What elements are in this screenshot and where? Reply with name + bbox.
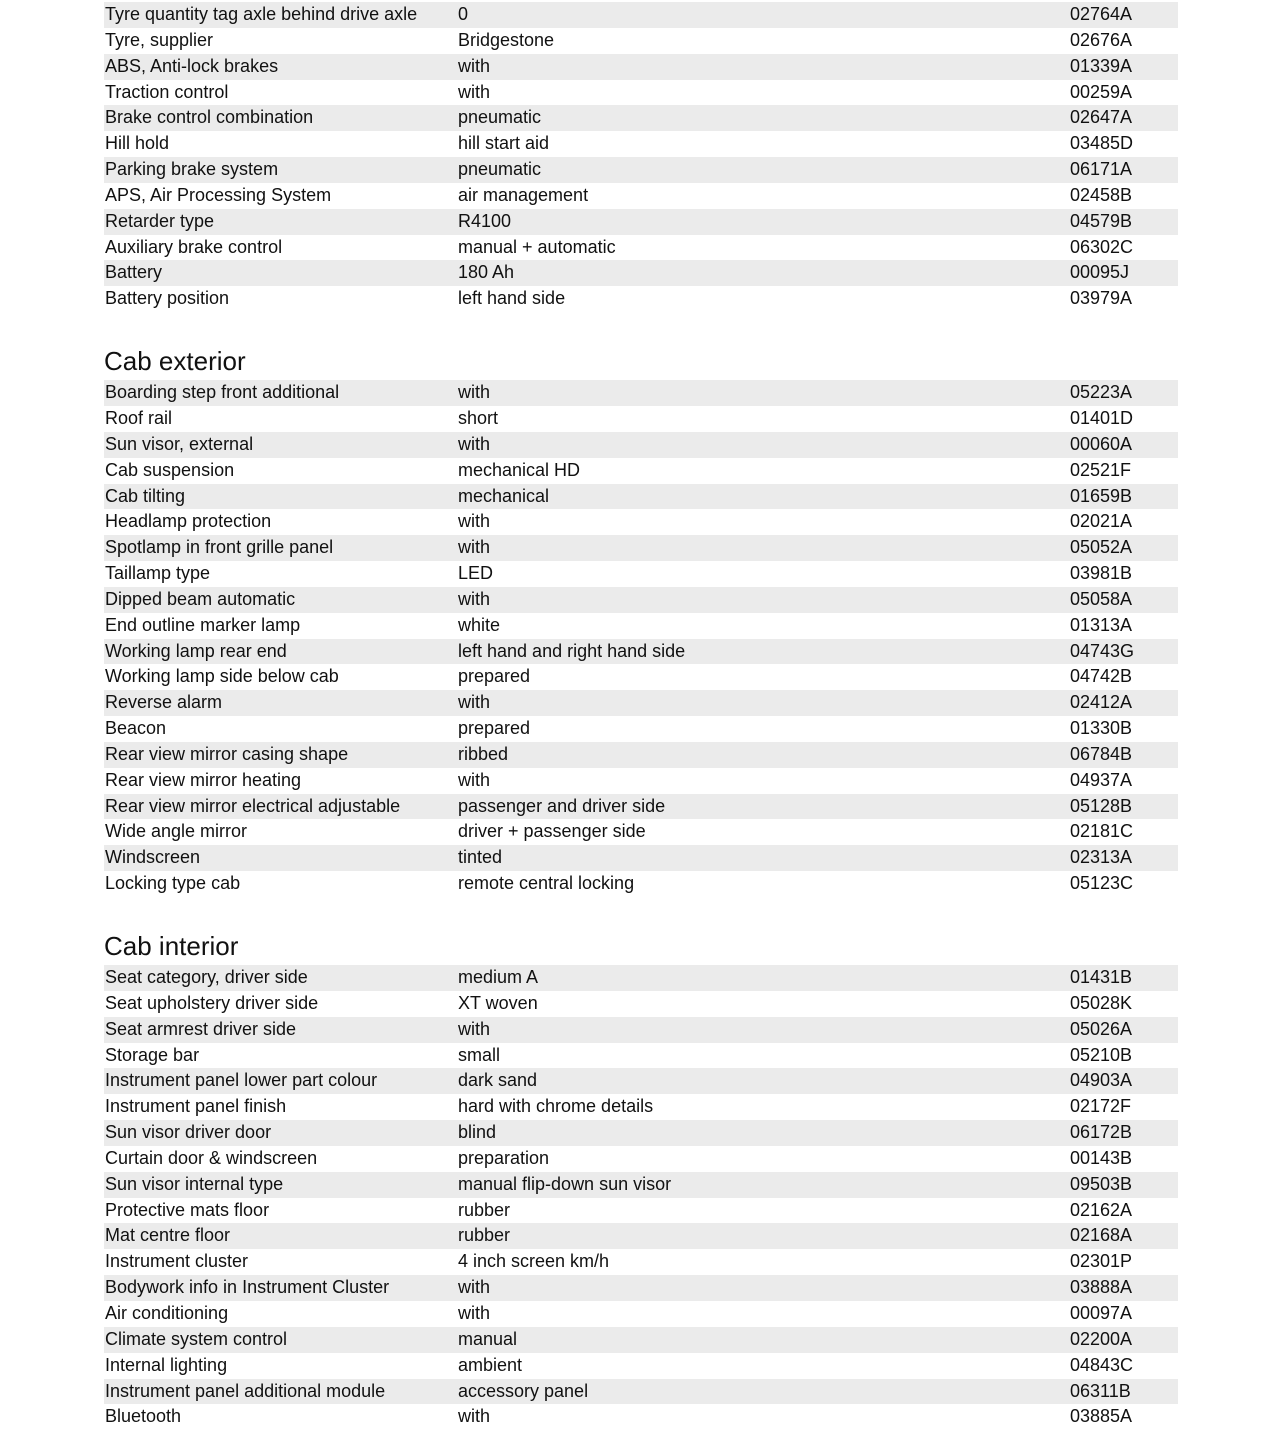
spec-code: 06784B — [1070, 743, 1133, 764]
spec-value: prepared — [458, 718, 531, 739]
spec-name: Bodywork info in Instrument Cluster — [105, 1277, 390, 1298]
spec-value: with — [458, 1406, 491, 1427]
table-row — [104, 613, 1178, 639]
spec-name: Air conditioning — [105, 1302, 229, 1323]
spec-code: 05052A — [1070, 537, 1133, 558]
spec-name: Windscreen — [105, 847, 201, 868]
spec-name: Instrument panel lower part colour — [105, 1070, 378, 1091]
spec-code: 01431B — [1070, 967, 1133, 987]
spec-value: mechanical HD — [458, 459, 581, 480]
spec-name: Reverse alarm — [105, 692, 223, 713]
spec-value: with — [458, 511, 491, 532]
spec-code: 04843C — [1070, 1354, 1134, 1375]
table-row — [104, 871, 1178, 897]
spec-code: 04743G — [1070, 640, 1135, 661]
spec-value: accessory panel — [458, 1380, 589, 1401]
table-row — [104, 105, 1178, 131]
spec-value: manual — [458, 1328, 518, 1349]
spec-value: with — [458, 588, 491, 609]
spec-code: 04579B — [1070, 210, 1133, 231]
spec-code: 04742B — [1070, 666, 1133, 687]
table-row — [104, 235, 1178, 261]
spec-code: 00143B — [1070, 1147, 1133, 1168]
spec-name: APS, Air Processing System — [105, 184, 332, 205]
section-title: Cab exterior — [104, 346, 246, 377]
spec-value: 180 Ah — [458, 262, 515, 283]
spec-name: Climate system control — [105, 1328, 288, 1349]
spec-value: rubber — [458, 1199, 511, 1220]
spec-name: Brake control combination — [105, 107, 314, 128]
table-row — [104, 432, 1178, 458]
spec-code: 02458B — [1070, 184, 1133, 205]
spec-name: Boarding step front additional — [105, 382, 340, 403]
spec-name: Tyre, supplier — [105, 29, 214, 50]
spec-name: Auxiliary brake control — [105, 236, 283, 257]
spec-value: ambient — [458, 1354, 523, 1375]
table-row — [104, 1301, 1178, 1327]
spec-value: with — [458, 1018, 491, 1039]
spec-value: 0 — [458, 4, 469, 24]
table-row — [104, 458, 1178, 484]
spec-section — [104, 897, 1178, 1430]
table-row — [104, 965, 1178, 991]
spec-name: Wide angle mirror — [105, 821, 248, 842]
table-row — [104, 768, 1178, 794]
spec-code: 03981B — [1070, 563, 1133, 584]
spec-value: small — [458, 1044, 501, 1065]
spec-name: Tyre quantity tag axle behind drive axle — [105, 4, 418, 24]
spec-name: Working lamp rear end — [105, 640, 287, 661]
spec-name: Beacon — [105, 718, 167, 739]
spec-code: 06311B — [1070, 1380, 1131, 1401]
spec-code: 05028K — [1070, 992, 1133, 1013]
table-row — [104, 2, 1178, 28]
spec-name: Cab suspension — [105, 459, 235, 480]
table-row — [104, 1198, 1178, 1224]
spec-name: Dipped beam automatic — [105, 588, 296, 609]
table-row — [104, 1223, 1178, 1249]
spec-name: Instrument panel additional module — [105, 1380, 386, 1401]
spec-name: Battery position — [105, 288, 230, 309]
table-row — [104, 561, 1178, 587]
spec-value: air management — [458, 184, 589, 205]
spec-value: XT woven — [458, 992, 538, 1013]
spec-name: Mat centre floor — [105, 1225, 231, 1246]
spec-code: 05058A — [1070, 588, 1133, 609]
spec-code: 03485D — [1070, 133, 1134, 154]
spec-value: blind — [458, 1122, 497, 1143]
spec-name: Sun visor driver door — [105, 1122, 272, 1143]
spec-code: 01659B — [1070, 485, 1133, 506]
spec-code: 00095J — [1070, 262, 1130, 283]
table-row — [104, 587, 1178, 613]
spec-name: Seat upholstery driver side — [105, 992, 319, 1013]
spec-code: 02168A — [1070, 1225, 1133, 1246]
spec-code: 03885A — [1070, 1406, 1133, 1427]
spec-code: 00259A — [1070, 81, 1133, 102]
spec-name: Locking type cab — [105, 873, 241, 894]
section-title: Cab interior — [104, 931, 239, 961]
spec-code: 02313A — [1070, 847, 1133, 868]
spec-code: 05026A — [1070, 1018, 1133, 1039]
spec-code: 01401D — [1070, 407, 1134, 428]
table-row — [104, 1146, 1178, 1172]
spec-code: 02647A — [1070, 107, 1133, 128]
spec-value: dark sand — [458, 1070, 538, 1091]
spec-code: 02172F — [1070, 1096, 1132, 1117]
spec-code: 09503B — [1070, 1173, 1133, 1194]
section-spacer — [104, 897, 1178, 921]
spec-code: 05223A — [1070, 382, 1133, 403]
spec-value: rubber — [458, 1225, 511, 1246]
spec-name: Protective mats floor — [105, 1199, 270, 1220]
spec-value: R4100 — [458, 210, 512, 231]
spec-code: 05128B — [1070, 795, 1133, 816]
spec-name: Working lamp side below cab — [105, 666, 339, 687]
table-row — [104, 1017, 1178, 1043]
spec-value: with — [458, 692, 491, 713]
spec-value: pneumatic — [458, 159, 542, 180]
spec-section — [104, 2, 1178, 312]
spec-value: hill start aid — [458, 133, 550, 154]
spec-name: Seat armrest driver side — [105, 1018, 297, 1039]
spec-code: 01330B — [1070, 718, 1133, 739]
spec-code: 02412A — [1070, 692, 1133, 713]
spec-value: hard with chrome details — [458, 1096, 654, 1117]
section-spacer — [104, 312, 1178, 336]
table-row — [104, 28, 1178, 54]
spec-value: with — [458, 1277, 491, 1298]
table-row — [104, 535, 1178, 561]
spec-value: pneumatic — [458, 107, 542, 128]
spec-value: left hand side — [458, 288, 566, 309]
spec-code: 02200A — [1070, 1328, 1133, 1349]
spec-name: Bluetooth — [105, 1406, 182, 1427]
spec-value: with — [458, 382, 491, 403]
spec-name: Taillamp type — [105, 563, 211, 584]
table-row — [104, 690, 1178, 716]
spec-name: Rear view mirror electrical adjustable — [105, 795, 401, 816]
spec-name: Roof rail — [105, 407, 173, 428]
spec-value: manual flip-down sun visor — [458, 1173, 672, 1194]
table-row — [104, 1043, 1178, 1069]
spec-name: Retarder type — [105, 210, 215, 231]
table-row — [104, 260, 1178, 286]
table-row — [104, 1404, 1178, 1430]
spec-name: Spotlamp in front grille panel — [105, 537, 334, 558]
spec-name: End outline marker lamp — [105, 614, 301, 635]
spec-name: Sun visor, external — [105, 433, 254, 454]
spec-code: 06171A — [1070, 159, 1133, 180]
table-row — [104, 716, 1178, 742]
spec-code: 03888A — [1070, 1277, 1133, 1298]
table-row — [104, 1068, 1178, 1094]
spec-value: passenger and driver side — [458, 795, 666, 816]
spec-document — [104, 2, 1178, 1430]
spec-value: white — [458, 614, 501, 635]
spec-code: 00060A — [1070, 433, 1133, 454]
spec-table — [104, 965, 1178, 1430]
table-row — [104, 80, 1178, 106]
spec-value: short — [458, 407, 499, 428]
spec-value: manual + automatic — [458, 236, 616, 257]
spec-value: left hand and right hand side — [458, 640, 686, 661]
spec-name: Rear view mirror heating — [105, 769, 302, 790]
spec-code: 05210B — [1070, 1044, 1133, 1065]
spec-value: prepared — [458, 666, 531, 687]
spec-code: 02676A — [1070, 29, 1133, 50]
spec-table — [104, 380, 1178, 897]
spec-value: with — [458, 1302, 491, 1323]
table-row — [104, 157, 1178, 183]
table-row — [104, 639, 1178, 665]
table-row — [104, 819, 1178, 845]
table-row — [104, 664, 1178, 690]
spec-value: medium A — [458, 967, 539, 987]
table-row — [104, 131, 1178, 157]
spec-value: Bridgestone — [458, 29, 555, 50]
spec-code: 04903A — [1070, 1070, 1133, 1091]
table-row — [104, 509, 1178, 535]
table-row — [104, 286, 1178, 312]
spec-code: 00097A — [1070, 1302, 1133, 1323]
spec-name: Parking brake system — [105, 159, 279, 180]
spec-value: with — [458, 433, 491, 454]
spec-name: Storage bar — [105, 1044, 200, 1065]
spec-name: Sun visor internal type — [105, 1173, 284, 1194]
table-row — [104, 183, 1178, 209]
spec-table — [104, 2, 1178, 312]
spec-name: ABS, Anti-lock brakes — [105, 55, 279, 76]
spec-value: with — [458, 55, 491, 76]
spec-value: LED — [458, 563, 494, 584]
table-row — [104, 991, 1178, 1017]
spec-value: with — [458, 769, 491, 790]
spec-value: driver + passenger side — [458, 821, 646, 842]
table-row — [104, 1327, 1178, 1353]
spec-code: 02021A — [1070, 511, 1133, 532]
spec-name: Headlamp protection — [105, 511, 272, 532]
spec-name: Rear view mirror casing shape — [105, 743, 349, 764]
spec-name: Battery — [105, 262, 163, 283]
table-row — [104, 1249, 1178, 1275]
spec-code: 02764A — [1070, 4, 1133, 24]
spec-name: Instrument cluster — [105, 1251, 249, 1272]
table-row — [104, 406, 1178, 432]
spec-name: Cab tilting — [105, 485, 186, 506]
spec-name: Instrument panel finish — [105, 1096, 287, 1117]
spec-section — [104, 312, 1178, 897]
table-row — [104, 380, 1178, 406]
spec-value: with — [458, 81, 491, 102]
spec-name: Seat category, driver side — [105, 967, 308, 987]
table-row — [104, 1094, 1178, 1120]
spec-value: ribbed — [458, 743, 509, 764]
spec-code: 02521F — [1070, 459, 1132, 480]
table-row — [104, 54, 1178, 80]
spec-name: Traction control — [105, 81, 229, 102]
spec-code: 05123C — [1070, 873, 1134, 894]
spec-name: Curtain door & windscreen — [105, 1147, 318, 1168]
table-row — [104, 1353, 1178, 1379]
table-row — [104, 484, 1178, 510]
table-row — [104, 742, 1178, 768]
spec-value: with — [458, 537, 491, 558]
spec-value: 4 inch screen km/h — [458, 1251, 610, 1272]
spec-name: Hill hold — [105, 133, 170, 154]
table-row — [104, 1275, 1178, 1301]
table-row — [104, 1120, 1178, 1146]
table-row — [104, 845, 1178, 871]
spec-code: 02301P — [1070, 1251, 1133, 1272]
spec-value: mechanical — [458, 485, 550, 506]
spec-code: 03979A — [1070, 288, 1133, 309]
spec-code: 01339A — [1070, 55, 1133, 76]
spec-value: preparation — [458, 1147, 550, 1168]
spec-code: 04937A — [1070, 769, 1133, 790]
spec-value: remote central locking — [458, 873, 635, 894]
spec-code: 02181C — [1070, 821, 1134, 842]
spec-code: 02162A — [1070, 1199, 1133, 1220]
spec-code: 06172B — [1070, 1122, 1133, 1143]
table-row — [104, 1172, 1178, 1198]
spec-code: 06302C — [1070, 236, 1134, 257]
table-row — [104, 209, 1178, 235]
spec-value: tinted — [458, 847, 503, 868]
table-row — [104, 1379, 1178, 1405]
spec-code: 01313A — [1070, 614, 1133, 635]
spec-name: Internal lighting — [105, 1354, 228, 1375]
table-row — [104, 794, 1178, 820]
